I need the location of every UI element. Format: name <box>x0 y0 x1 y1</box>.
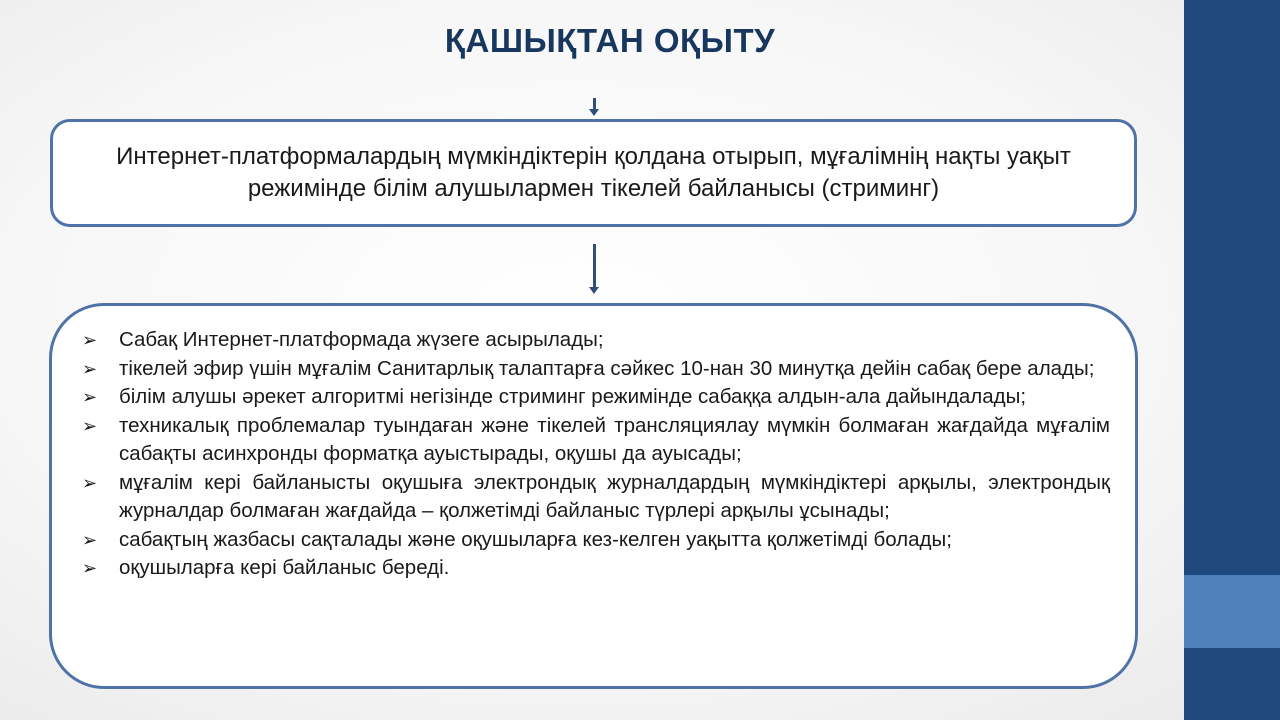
features-box <box>49 303 1138 689</box>
side-decor-accent <box>1184 575 1280 648</box>
list-item <box>82 412 1110 469</box>
list-item-text: білім алушы әрекет алгоритмі негізінде стриминг режимінде сабаққа алдын-ала дайындалады; <box>119 385 1027 408</box>
list-item <box>82 469 1110 526</box>
list-item-text: мұғалім кері байланысты оқушыға электрондық журналдардың мүмкіндіктері арқылы, электрондық журналдар болмаған жағдайда – қолжетімді байланыс түрлері арқылы ұсынады; <box>119 470 1110 522</box>
arrow-bullet-icon: ➢ <box>82 387 98 407</box>
arrow-bullet-icon: ➢ <box>82 415 98 436</box>
list-item <box>82 383 1110 412</box>
list-item-text: оқушыларға кері байланыс береді. <box>119 556 450 579</box>
arrow-bullet-icon: ➢ <box>82 558 98 578</box>
list-item <box>82 326 1110 355</box>
list-item-text: тікелей эфир үшін мұғалім Санитарлық талаптарға сәйкес 10-нан 30 минутқа дейін сабақ бере алады; <box>119 356 1095 380</box>
features-list <box>82 326 1110 583</box>
arrow-bullet-icon: ➢ <box>82 358 98 379</box>
list-item-text: сабақтың жазбасы сақталады және оқушыларға кез-келген уақытта қолжетімді болады; <box>119 527 952 551</box>
list-item-text: техникалық проблемалар туындаған және тікелей трансляциялау мүмкін болмаған жағдайда мұғалім сабақты асинхронды форматқа ауыстырады, оқушы да ауысады; <box>119 413 1110 465</box>
definition-box <box>50 119 1137 227</box>
arrow-bullet-icon: ➢ <box>82 529 98 550</box>
list-item-text: Сабақ Интернет-платформада жүзеге асырылады; <box>119 328 604 351</box>
arrow-down-icon <box>593 244 596 288</box>
arrow-bullet-icon: ➢ <box>82 330 98 350</box>
arrow-bullet-icon: ➢ <box>82 472 98 493</box>
arrow-down-icon <box>593 98 596 110</box>
definition-text: Интернет-платформалардың мүмкіндіктерін қолдана отырып, мұғалімнің нақты уақыт режимінде білім алушылармен тікелей байланысы (стриминг) <box>116 143 1071 202</box>
slide-title: ҚАШЫҚТАН ОҚЫТУ <box>444 22 776 59</box>
list-item <box>82 554 1110 583</box>
list-item <box>82 526 1110 555</box>
list-item <box>82 355 1110 384</box>
